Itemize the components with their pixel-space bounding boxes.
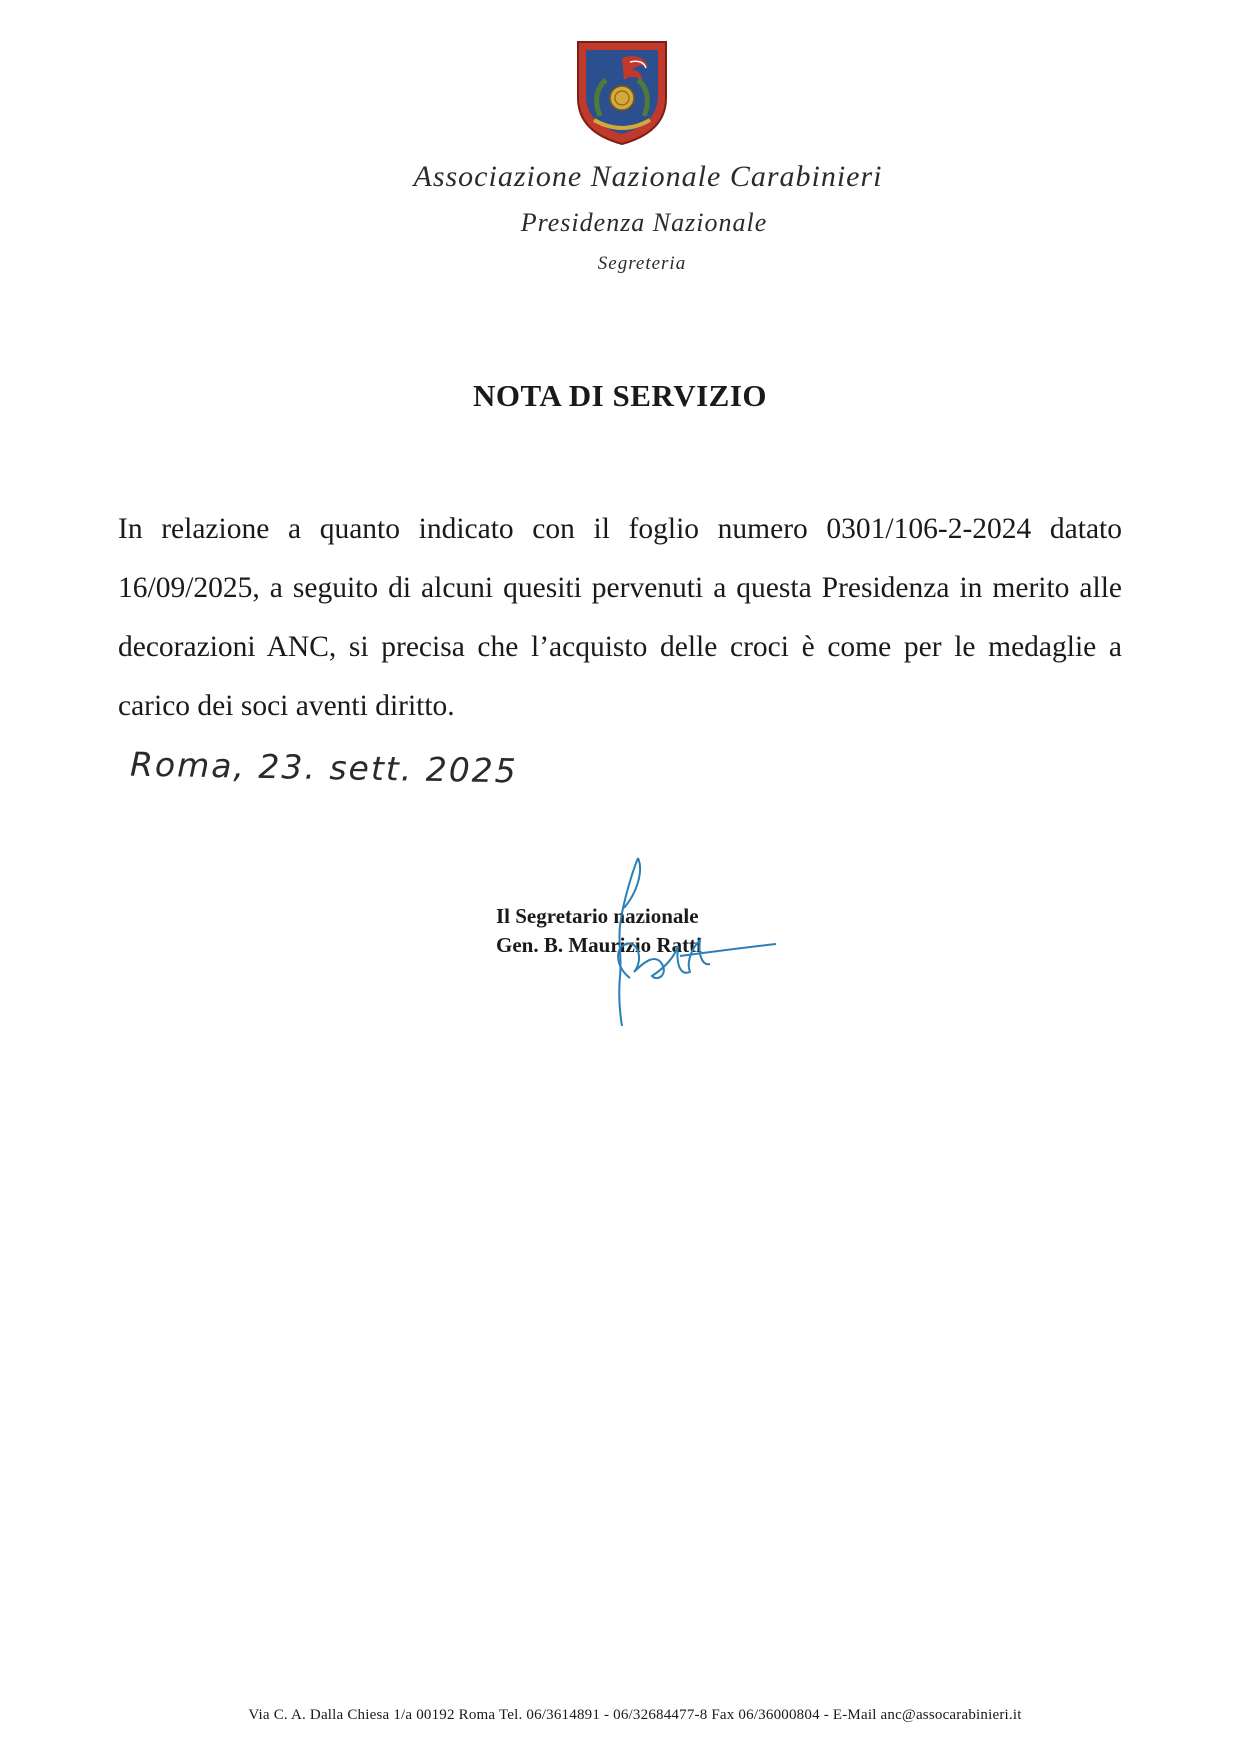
- document-title: NOTA DI SERVIZIO: [472, 378, 768, 413]
- document-body-paragraph: In relazione a quanto indicato con il foglio numero 0301/106-2-2024 datato 16/09/2025, a seguito di alcuni quesiti pervenuti a questa Presidenza in merito alle decorazioni ANC, si precisa che l’acquisto delle croci è come per le medaglie a carico dei soci aventi diritto.: [118, 513, 1122, 722]
- letterhead-office: Presidenza Nazionale: [520, 208, 768, 237]
- signatory-name: Gen. B. Maurizio Ratti: [496, 933, 702, 957]
- handwritten-signature-icon: [560, 848, 780, 1028]
- letterhead-organization: Associazione Nazionale Carabinieri: [413, 160, 883, 193]
- letterhead-department: Segreteria: [597, 253, 687, 274]
- anc-crest-emblem-icon: [572, 36, 672, 148]
- handwritten-place-date: Roma, 23. sett. 2025: [129, 744, 519, 791]
- signatory-role: Il Segretario nazionale: [496, 904, 699, 928]
- footer-contact-line: Via C. A. Dalla Chiesa 1/a 00192 Roma Tel. 06/3614891 - 06/32684477-8 Fax 06/36000804 - E-Mail anc@assocarabinieri.it: [248, 1707, 1022, 1723]
